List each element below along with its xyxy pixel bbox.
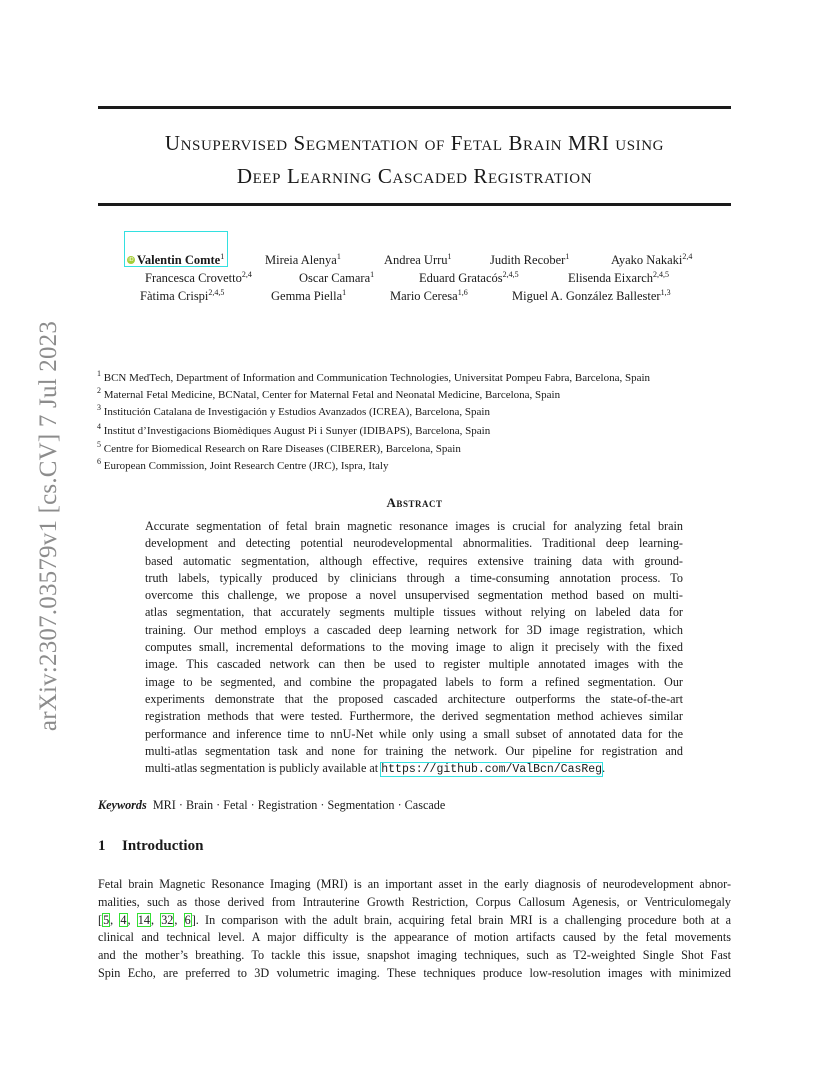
citation-link[interactable]: 4 <box>120 912 127 927</box>
abstract-line: atlas segmentation, that accurately segments multiple tissues without relying on labeled data for <box>145 605 683 620</box>
affiliation: $^5$ Centre for Biomedical Research on Rare Diseases (CIBERER), Barcelona, Spain <box>97 440 461 455</box>
abstract-line: performance and inference time to nnU-Net while only using a small subset of annotated data for the <box>145 726 683 741</box>
abstract-line: overcome this challenge, we propose a novel unsupervised segmentation method based on multi- <box>145 588 683 603</box>
abstract-line: image to be segmented, and combine the propagated labels to form a refined segmentation. Our <box>145 674 683 689</box>
affiliation: $^2$ Maternal Fetal Medicine, BCNatal, Center for Maternal Fetal and Neonatal Medicine, Barcelona, Spain <box>97 386 561 401</box>
abstract-line-text: multi-atlas segmentation is publicly available at <box>145 761 382 776</box>
intro-line: and the mother’s breathing. To tackle this issue, snapshot imaging techniques, such as T2-weighted Single Shot Fast <box>98 948 731 963</box>
affiliation: $^4$ Institut d’Investigacions Biomèdiques August Pi i Sunyer (IDIBAPS), Barcelona, Spain <box>97 422 491 437</box>
intro-line-citations: [5, 4, 14, 32, 6]. In comparison with the adult brain, acquiring fetal brain MRI is a challenging procedure both at a <box>98 912 731 927</box>
abstract-line: registration methods that were tested. Furthermore, the derived segmentation method achieves similar <box>145 709 683 724</box>
citation-link[interactable]: 14 <box>137 912 150 927</box>
affiliation: $^3$ Institución Catalana de Investigación y Estudios Avanzados (ICREA), Barcelona, Spain <box>97 403 490 418</box>
author-name: Fàtima Crispi$^{2,4,5}$ <box>140 288 225 303</box>
abstract-line: image. This cascaded network can then be used to register multiple annotated images with the <box>145 657 683 672</box>
title-bottom-rule <box>98 203 731 206</box>
paper-title <box>98 127 731 197</box>
intro-line: Spin Echo, are preferred to 3D volumetric imaging. These techniques produce low-resolution images with minimized <box>98 965 731 980</box>
author-name: Elisenda Eixarch$^{2,4,5}$ <box>568 270 670 285</box>
author-name: Miguel A. González Ballester$^{1,3}$ <box>512 288 671 303</box>
affiliation: $^6$ European Commission, Joint Research Centre (JRC), Ispra, Italy <box>97 457 389 472</box>
section-heading <box>98 838 203 855</box>
abstract-last-line <box>145 760 683 777</box>
author-name: Eduard Gratacós$^{2,4,5}$ <box>419 270 519 285</box>
title-top-rule <box>98 106 731 109</box>
author-name[interactable]: Valentin Comte$^1$ <box>137 252 225 267</box>
author-name: Andrea Urru$^1$ <box>384 252 452 267</box>
intro-line: malities, such as those derived from Intrauterine Growth Restriction, Corpus Callosum Agenesis, or Ventriculomegaly <box>98 894 731 909</box>
title-line-2: Deep Learning Cascaded Registration <box>236 164 593 188</box>
section-title: Introduction <box>122 838 204 854</box>
author-name: Mario Ceresa$^{1,6}$ <box>390 288 468 303</box>
author-name: Gemma Piella$^1$ <box>271 288 347 303</box>
author-name: Francesca Crovetto$^{2,4}$ <box>145 270 252 285</box>
abstract-heading: Abstract <box>386 495 443 510</box>
introduction-body <box>98 876 731 983</box>
citation-link[interactable]: 5 <box>103 912 110 927</box>
repository-link[interactable]: https://github.com/ValBcn/CasReg <box>381 763 603 777</box>
abstract-line: truth labels, typically produced by clinicians through a time-consuming annotation process. To <box>145 570 683 585</box>
intro-line: Fetal brain Magnetic Resonance Imaging (MRI) is an important asset in the early diagnosis of neurodevelopment abnor- <box>98 877 731 891</box>
abstract-line: development and detecting potential neurodevelopmental abnormalities. Traditional deep learning- <box>145 536 683 551</box>
affiliation: $^1$ BCN MedTech, Department of Information and Communication Technologies, Universitat Pompeu Fabra, Barcelona, Spain <box>97 369 651 384</box>
author-name: Oscar Camara$^1$ <box>299 270 375 285</box>
keywords <box>98 798 445 813</box>
abstract-line: Accurate segmentation of fetal brain magnetic resonance images is crucial for analyzing fetal brain <box>145 519 683 533</box>
abstract-line: training. Our method employs a cascaded deep learning network for 3D image registration, which <box>145 622 683 637</box>
abstract-line: multi-atlas segmentation task and none for training the network. Our pipeline for registration and <box>145 743 683 758</box>
author-name: Judith Recober$^1$ <box>490 252 570 267</box>
citation-link[interactable]: 32 <box>161 912 174 927</box>
arxiv-identifier: arXiv:2307.03579v1 [cs.CV] 7 Jul 2023 <box>35 320 62 732</box>
abstract-line: computes small, incremental deformations to the moving image to align it precisely with the fixed <box>145 640 683 655</box>
keywords-text: MRI · Brain · Fetal · Registration · Segmentation · Cascade <box>152 798 446 812</box>
author-name: Ayako Nakaki$^{2,4}$ <box>611 252 693 267</box>
keywords-label: Keywords <box>98 798 147 812</box>
section-number: 1 <box>98 838 106 854</box>
abstract-body <box>145 518 683 777</box>
orcid-icon[interactable]: iD <box>128 257 134 263</box>
abstract-line: experiments demonstrate that the proposed cascaded architecture outperforms the state-of-the-art <box>145 691 683 706</box>
intro-line: clinical and technical level. A major difficulty is the appearance of motion artifacts caused by the fetal movements <box>98 930 731 945</box>
author-name: Mireia Alenya$^1$ <box>265 252 341 267</box>
title-line-1: Unsupervised Segmentation of Fetal Brain MRI using <box>164 131 665 155</box>
abstract-line-end: . <box>602 761 606 776</box>
citation-link[interactable]: 6 <box>184 912 191 927</box>
abstract-line: based automatic segmentation, although effective, requires extensive training data with ground- <box>145 553 683 568</box>
